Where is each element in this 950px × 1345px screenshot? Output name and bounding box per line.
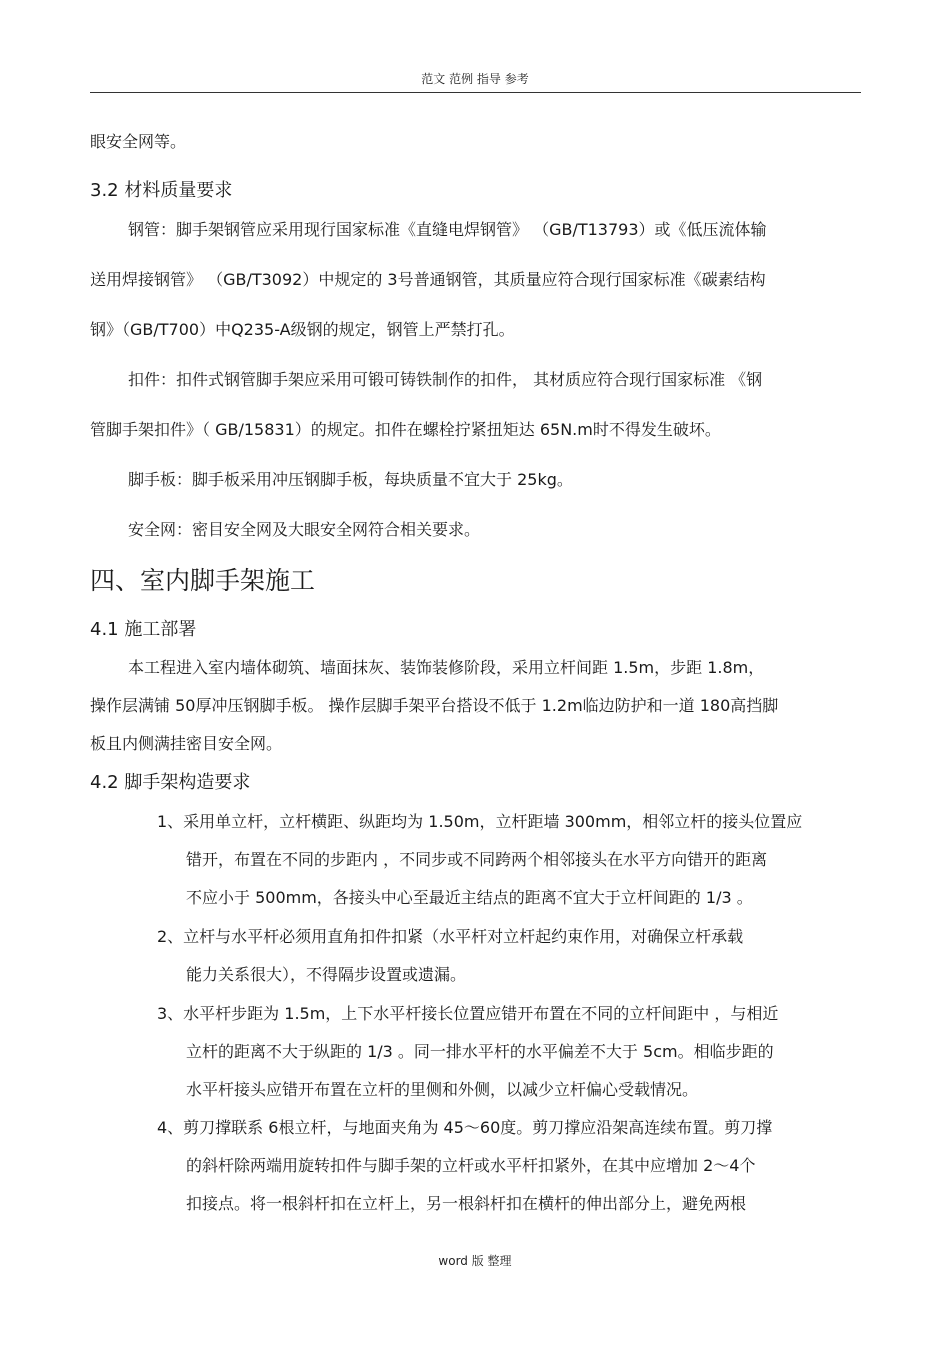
chapter-heading-4: 四、室内脚手架施工 [90,566,316,595]
paragraph-safety-net: 安全网：密目安全网及大眼安全网符合相关要求。 [128,520,481,539]
list-item-1-line-2: 错开，布置在不同的步距内 ，不同步或不同跨两个相邻接头在水平方向错开的距离 [186,850,768,869]
list-item-1-line-1: 1、采用单立杆，立杆横距、纵距均为 1.50m，立杆距墙 300mm，相邻立杆的接头位置应 [157,812,803,831]
paragraph-steel-pipe-line-1: 钢管：脚手架钢管应采用现行国家标准《直缝电焊钢管》 （GB/T13793）或《低压流体输 [128,220,767,239]
header-rule [90,92,861,93]
page-footer: word 版 整理 [438,1254,512,1268]
paragraph-deployment-line-2: 操作层满铺 50厚冲压钢脚手板。 操作层脚手架平台搭设不低于 1.2m临边防护和一道 180高挡脚 [90,696,779,715]
list-item-3-line-3: 水平杆接头应错开布置在立杆的里侧和外侧，以减少立杆偏心受载情况。 [186,1080,699,1099]
list-item-3-line-2: 立杆的距离不大于纵距的 1/3 。同一排水平杆的水平偏差不大于 5cm。相临步距的 [186,1042,774,1061]
list-item-1-line-3: 不应小于 500mm，各接头中心至最近主结点的距离不宜大于立杆间距的 1/3 。 [186,888,753,907]
paragraph-scaffold-board: 脚手板：脚手板采用冲压钢脚手板，每块质量不宜大于 25kg。 [128,470,573,489]
paragraph-steel-pipe-line-3: 钢》（GB/T700）中Q235-A级钢的规定，钢管上严禁打孔。 [90,320,515,339]
list-item-4-line-2: 的斜杆除两端用旋转扣件与脚手架的立杆或水平杆扣紧外，在其中应增加 2～4个 [186,1156,756,1175]
section-heading-4-2: 4.2 脚手架构造要求 [90,772,251,793]
list-item-3-line-1: 3、水平杆步距为 1.5m，上下水平杆接长位置应错开布置在不同的立杆间距中 ，与相近 [157,1004,779,1023]
paragraph-deployment-line-1: 本工程进入室内墙体砌筑、墙面抹灰、装饰装修阶段，采用立杆间距 1.5m，步距 1.8m， [128,658,765,677]
paragraph-deployment-line-3: 板且内侧满挂密目安全网。 [90,734,283,753]
continued-line: 眼安全网等。 [90,132,187,151]
list-item-2-line-2: 能力关系很大），不得隔步设置或遗漏。 [186,965,467,984]
paragraph-coupler-line-2: 管脚手架扣件》（ GB/15831）的规定。扣件在螺栓拧紧扭矩达 65N.m时不得发生破坏。 [90,420,721,439]
paragraph-coupler-line-1: 扣件：扣件式钢管脚手架应采用可锻可铸铁制作的扣件， 其材质应符合现行国家标准 《钢 [128,370,763,389]
list-item-2-line-1: 2、立杆与水平杆必须用直角扣件扣紧（水平杆对立杆起约束作用，对确保立杆承载 [157,927,744,946]
list-item-4-line-1: 4、剪刀撑联系 6根立杆，与地面夹角为 45～60度。剪刀撑应沿架高连续布置。剪刀撑 [157,1118,773,1137]
section-heading-3-2: 3.2 材料质量要求 [90,180,233,201]
section-heading-4-1: 4.1 施工部署 [90,619,197,640]
page-header: 范文 范例 指导 参考 [421,72,529,86]
list-item-4-line-3: 扣接点。将一根斜杆扣在立杆上，另一根斜杆扣在横杆的伸出部分上，避免两根 [186,1194,747,1213]
paragraph-steel-pipe-line-2: 送用焊接钢管》 （GB/T3092）中规定的 3号普通钢管，其质量应符合现行国家标准《碳素结构 [90,270,766,289]
